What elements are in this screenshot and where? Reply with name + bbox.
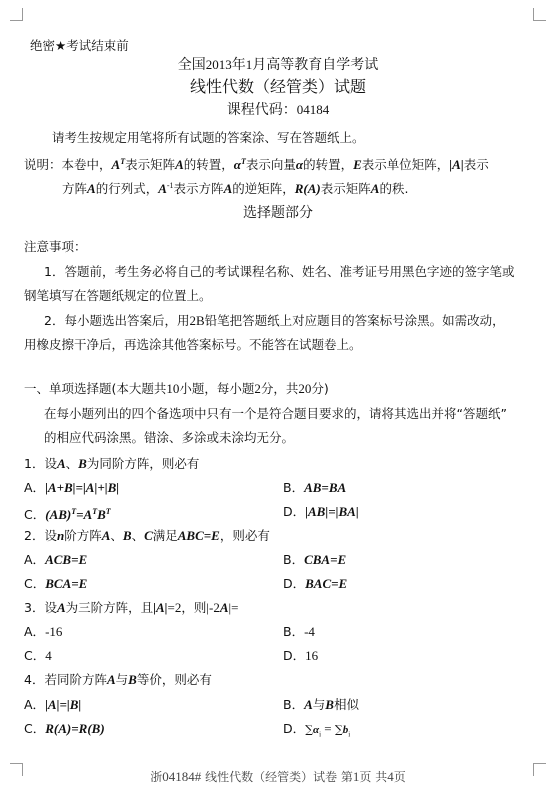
- notice-item-1-line-1: 1．答题前，考生务必将自己的考试课程名称、姓名、准考证号用黑色字迹的签字笔或: [44, 264, 515, 279]
- question-2-option-c: C．BCA=E: [24, 576, 88, 591]
- question-2-stem: 2．设n阶方阵A、B、C满足ABC=E，则必有: [24, 528, 270, 543]
- question-2-option-a: A．ACB=E: [24, 552, 88, 567]
- question-3-stem: 3．设A为三阶方阵，且|A|=2，则|-2A|=: [24, 600, 239, 615]
- question-2-option-b: B．CBA=E: [283, 552, 347, 567]
- question-1-option-d: D．|AB|=|BA|: [283, 504, 359, 519]
- question-4-stem: 4．若同阶方阵A与B等价，则必有: [24, 672, 212, 687]
- question-2-option-d: D．BAC=E: [283, 576, 348, 591]
- notice-item-2-line-2: 用橡皮擦干净后，再选涂其他答案标号。不能答在试题卷上。: [24, 337, 362, 352]
- part1-desc-line-1: 在每小题列出的四个备选项中只有一个是符合题目要求的，请将其选出并将“答题纸”: [44, 406, 507, 421]
- exam-title: 全国2013年1月高等教育自学考试: [177, 57, 379, 73]
- explanation-line-1: 说明：本卷中，$A^T$表示矩阵A的转置，$\alpha^T$表示向量α的转置，E表示单位矩阵，|A|表示: [24, 157, 489, 173]
- question-1-option-c: C．$(AB)^T=A^TB^T$: [24, 507, 111, 523]
- explanation-line-2: 方阵A的行列式，$A^{-1}$表示方阵A的逆矩阵，R(A)表示矩阵A的秩.: [62, 181, 409, 197]
- question-4-option-c: C．R(A)=R(B): [24, 721, 105, 736]
- notice-heading: 注意事项：: [24, 239, 87, 254]
- section-title: 选择题部分: [243, 205, 313, 221]
- question-3-option-d: D．16: [283, 648, 319, 663]
- question-3-option-c: C．4: [24, 648, 52, 663]
- notice-item-1-line-2: 钢笔填写在答题纸规定的位置上。: [24, 288, 212, 303]
- crop-mark-top-left: [10, 8, 23, 21]
- question-1-option-a: A．|A+B|=|A|+|B|: [24, 480, 120, 495]
- question-3-option-b: B．-4: [283, 624, 315, 639]
- question-4-option-d: D．$\sum\alpha_i = \sum b_i$: [283, 721, 351, 739]
- part1-heading: 一、单项选择题(本大题共10小题，每小题2分，共20分): [24, 381, 329, 396]
- question-1-stem: 1．设A、B为同阶方阵，则必有: [24, 456, 200, 471]
- secret-mark: 绝密★考试结束前: [30, 38, 129, 53]
- part1-desc-line-2: 的相应代码涂黑。错涂、多涂或未涂均无分。: [44, 430, 295, 445]
- page-footer: 浙04184# 线性代数（经管类）试卷 第1页 共4页: [150, 769, 406, 784]
- crop-mark-top-right: [533, 8, 546, 21]
- subject-title: 线性代数（经管类）试题: [189, 77, 366, 96]
- answer-note: 请考生按规定用笔将所有试题的答案涂、写在答题纸上。: [52, 130, 365, 145]
- question-1-option-b: B．AB=BA: [283, 480, 347, 495]
- question-4-option-b: B．A与B相似: [283, 697, 359, 712]
- question-4-option-a: A．|A|=|B|: [24, 697, 82, 712]
- question-3-option-a: A．-16: [24, 624, 63, 639]
- notice-item-2-line-1: 2．每小题选出答案后，用2B铅笔把答题纸上对应题目的答案标号涂黑。如需改动，: [44, 313, 505, 328]
- course-code: 课程代码：04184: [226, 102, 330, 118]
